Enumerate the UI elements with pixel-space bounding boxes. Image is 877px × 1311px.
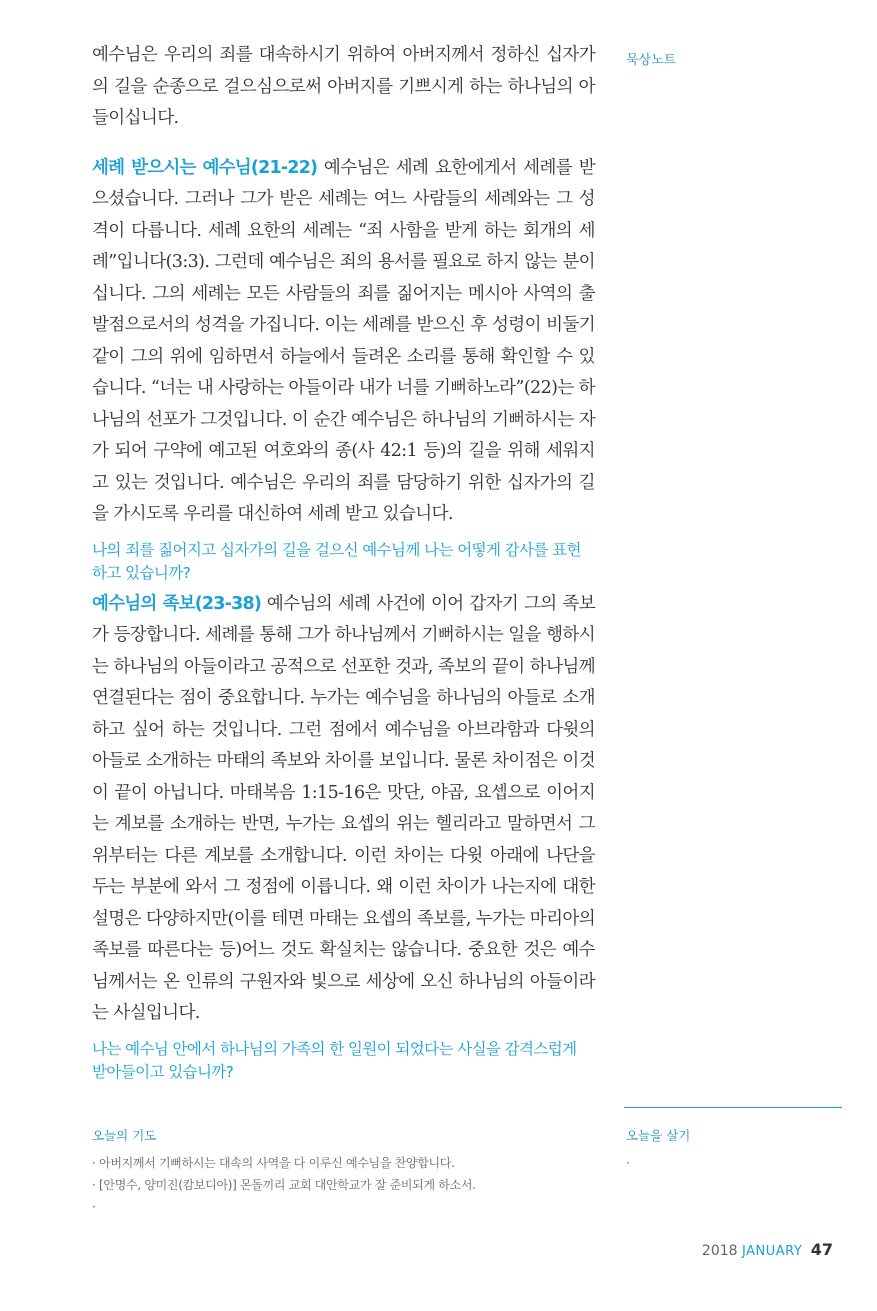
footer-month: JANUARY bbox=[742, 1244, 803, 1259]
section-genealogy-heading: 예수님의 족보(23-38) bbox=[92, 593, 262, 614]
prayer-title: 오늘의 기도 bbox=[92, 1128, 157, 1143]
prayer-section bbox=[92, 1126, 592, 1218]
section-baptism bbox=[92, 153, 595, 531]
apply-section bbox=[626, 1126, 690, 1174]
section-genealogy bbox=[92, 589, 595, 1030]
prayer-item: · bbox=[92, 1200, 96, 1214]
page-footer bbox=[702, 1240, 833, 1259]
apply-divider bbox=[624, 1107, 842, 1108]
footer-year: 2018 bbox=[701, 1243, 738, 1259]
apply-item: · bbox=[626, 1156, 630, 1170]
section-baptism-question: 나의 죄를 짊어지고 십자가의 길을 걸으신 예수님께 나는 어떻게 감사를 표현하고 있습니까? bbox=[92, 540, 581, 582]
section-baptism-body: 예수님은 세례 요한에게서 세례를 받으셨습니다. 그러나 그가 받은 세례는 여느 사람들의 세례와는 그 성격이 다릅니다. 세례 요한의 세례는 “죄 사함을 받게 하는 회개의 세례”입니다(3:3). 그런데 예수님은 죄의 용서를 필요로 하지 않는 분이십니다. 그의 세례는 모든 사람들의 죄를 짊어지는 메시아 사역의 출발점으로서의 성격을 가집니다. 이는 세례를 받으신 후 성령이 비둘기 같이 그의 위에 임하면서 하늘에서 들려온 소리를 통해 확인할 수 있습니다. “너는 내 사랑하는 아들이라 내가 너를 기뻐하노라”(22)는 하나님의 선포가 그것입니다. 이 순간 예수님은 하나님의 기뻐하시는 자가 되어 구약에 예고된 여호와의 종(사 42:1 등)의 길을 위해 세워지고 있는 것입니다. 예수님은 우리의 죄를 담당하기 위한 십자가의 길을 가시도록 우리를 대신하여 세례 받고 있습니다. bbox=[92, 157, 595, 524]
section-genealogy-body: 예수님의 세례 사건에 이어 갑자기 그의 족보가 등장합니다. 세례를 통해 그가 하나님께서 기뻐하시는 일을 행하시는 하나님의 아들이라고 공적으로 선포한 것과, 족보의 끝이 하나님께 연결된다는 점이 중요합니다. 누가는 예수님을 하나님의 아들로 소개하고 싶어 하는 것입니다. 그런 점에서 예수님을 아브라함과 다윗의 아들로 소개하는 마태의 족보와 차이를 보입니다. 물론 차이점은 이것이 끝이 아닙니다. 마태복음 1:15-16은 맛단, 야곱, 요셉으로 이어지는 계보를 소개하는 반면, 누가는 요셉의 위는 헬리라고 말하면서 그 위부터는 다른 계보를 소개합니다. 이런 차이는 다윗 아래에 나단을 두는 부분에 와서 그 정점에 이릅니다. 왜 이런 차이가 나는지에 대한 설명은 다양하지만(이를 테면 마태는 요셉의 족보를, 누가는 마리아의 족보를 따른다는 등)어느 것도 확실치는 않습니다. 중요한 것은 예수님께서는 온 인류의 구원자와 빛으로 세상에 오신 하나님의 아들이라는 사실입니다. bbox=[92, 593, 595, 1023]
page-number: 47 bbox=[810, 1240, 833, 1259]
meditation-notes-label: 묵상노트 bbox=[626, 53, 677, 68]
prayer-item: · 아버지께서 기뻐하시는 대속의 사역을 다 이루신 예수님을 찬양합니다. bbox=[92, 1156, 455, 1170]
section-baptism-heading: 세례 받으시는 예수님(21-22) bbox=[92, 157, 318, 178]
prayer-item: · [안명수, 양미진(캄보디아)] 몬돌끼리 교회 대안학교가 잘 준비되게 하소서. bbox=[92, 1178, 476, 1192]
main-content bbox=[92, 40, 595, 1084]
apply-title: 오늘을 살기 bbox=[626, 1128, 691, 1143]
intro-paragraph: 예수님은 우리의 죄를 대속하시기 위하여 아버지께서 정하신 십자가의 길을 순종으로 걸으심으로써 아버지를 기쁘시게 하는 하나님의 아들이십니다. bbox=[92, 45, 595, 128]
section-genealogy-question: 나는 예수님 안에서 하나님의 가족의 한 일원이 되었다는 사실을 감격스럽게 받아들이고 있습니까? bbox=[92, 1039, 577, 1081]
